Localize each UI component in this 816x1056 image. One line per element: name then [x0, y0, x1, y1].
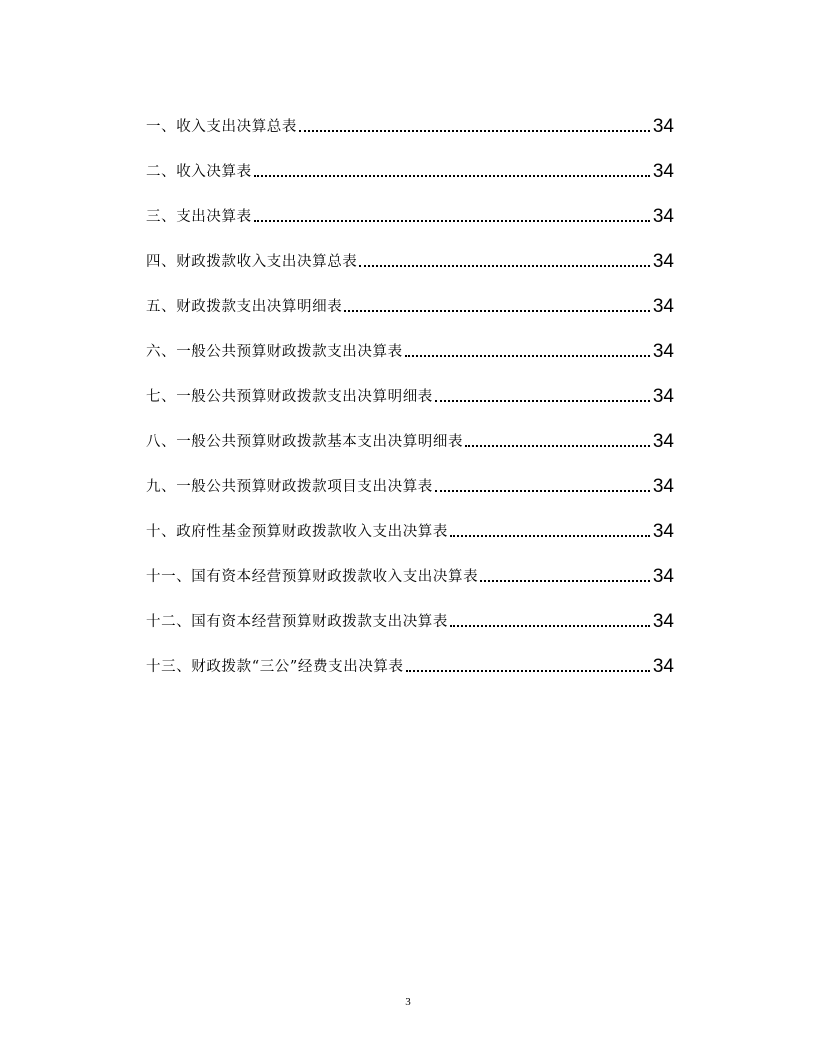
- toc-entry[interactable]: [146, 228, 674, 273]
- toc-dot-leader: [359, 265, 649, 267]
- toc-entry-page: 34: [652, 521, 674, 542]
- toc-dot-leader: [450, 535, 650, 537]
- toc-entry[interactable]: [146, 93, 674, 138]
- toc-dot-leader: [435, 490, 650, 492]
- toc-entry-page: 34: [652, 251, 674, 272]
- toc-dot-leader: [450, 625, 650, 627]
- toc-entry-page: 34: [652, 161, 674, 182]
- toc-entry-page: 34: [652, 566, 674, 587]
- toc-entry[interactable]: [146, 318, 674, 363]
- toc-entry-page: 34: [652, 296, 674, 317]
- toc-dot-leader: [465, 445, 650, 447]
- toc-entry-title: 七、一般公共预算财政拨款支出决算明细表: [146, 389, 433, 405]
- toc-entry-page: 34: [652, 656, 674, 677]
- toc-dot-leader: [254, 220, 650, 222]
- toc-dot-leader: [405, 355, 650, 357]
- toc-entry[interactable]: [146, 138, 674, 183]
- toc-entry[interactable]: [146, 588, 674, 633]
- toc-entry-title: 四、财政拨款收入支出决算总表: [146, 254, 358, 270]
- toc-entry[interactable]: [146, 543, 674, 588]
- toc-entry-page: 34: [652, 431, 674, 452]
- toc-entry[interactable]: [146, 633, 674, 678]
- toc-entry[interactable]: [146, 363, 674, 408]
- toc-entry-title: 十三、财政拨款“三公”经费支出决算表: [146, 659, 404, 675]
- toc-entry-title: 一、收入支出决算总表: [146, 119, 297, 135]
- toc-entry-title: 六、一般公共预算财政拨款支出决算表: [146, 344, 403, 360]
- toc-dot-leader: [254, 175, 650, 177]
- toc-entry-page: 34: [652, 386, 674, 407]
- toc-entry-title: 九、一般公共预算财政拨款项目支出决算表: [146, 479, 433, 495]
- toc-entry-page: 34: [652, 611, 674, 632]
- toc-dot-leader: [435, 400, 650, 402]
- toc-entry-title: 八、一般公共预算财政拨款基本支出决算明细表: [146, 434, 464, 450]
- toc-entry[interactable]: [146, 408, 674, 453]
- toc-entry[interactable]: [146, 453, 674, 498]
- toc-entry-title: 三、支出决算表: [146, 209, 252, 225]
- toc-entry-page: 34: [652, 116, 674, 137]
- toc-dot-leader: [344, 310, 650, 312]
- toc-entry-title: 五、财政拨款支出决算明细表: [146, 299, 343, 315]
- toc-dot-leader: [299, 130, 650, 132]
- toc-entry[interactable]: [146, 498, 674, 543]
- toc-dot-leader: [406, 670, 650, 672]
- toc-entry-title: 十一、国有资本经营预算财政拨款收入支出决算表: [146, 569, 479, 585]
- table-of-contents: [146, 93, 674, 678]
- page-number: 3: [405, 996, 411, 1008]
- toc-entry-title: 十、政府性基金预算财政拨款收入支出决算表: [146, 524, 448, 540]
- toc-entry-page: 34: [652, 341, 674, 362]
- toc-entry[interactable]: [146, 183, 674, 228]
- toc-entry-page: 34: [652, 206, 674, 227]
- toc-dot-leader: [480, 580, 650, 582]
- toc-entry[interactable]: [146, 273, 674, 318]
- toc-entry-page: 34: [652, 476, 674, 497]
- toc-entry-title: 二、收入决算表: [146, 164, 252, 180]
- toc-entry-title: 十二、国有资本经营预算财政拨款支出决算表: [146, 614, 448, 630]
